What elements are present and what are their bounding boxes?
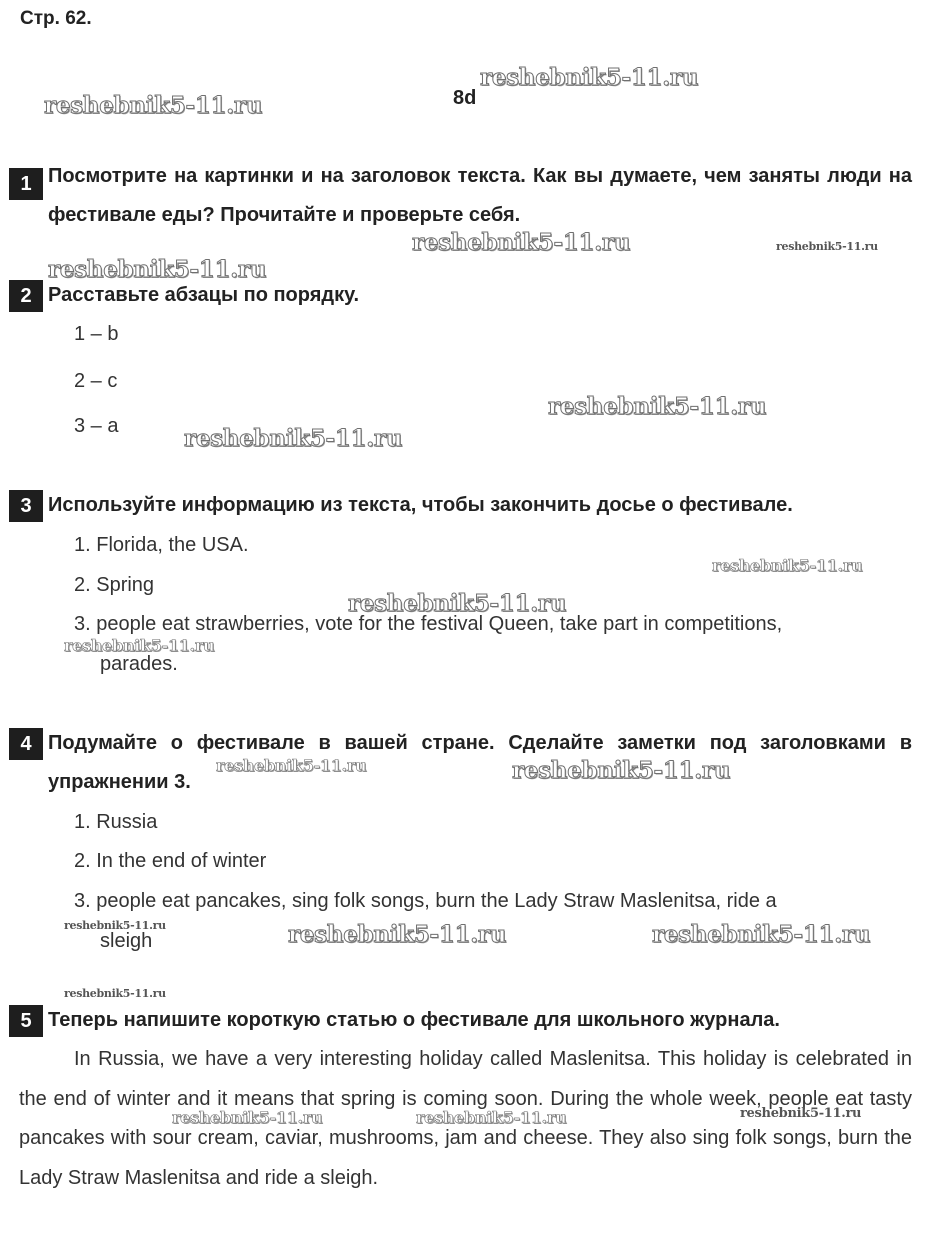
- task-2-answer-3: 3 – a: [74, 415, 119, 437]
- watermark: reshebnik5-11.ru: [412, 229, 631, 256]
- watermark: reshebnik5-11.ru: [288, 921, 507, 948]
- watermark: reshebnik5-11.ru: [184, 425, 403, 452]
- task-4-answer-3-line-1: 3. people eat pancakes, sing folk songs, burn the Lady Straw Maslenitsa, ride a: [74, 890, 777, 912]
- page-number: Стр. 62.: [20, 8, 92, 29]
- task-4-instruction: Подумайте о фестивале в вашей стране. Сделайте заметки под заголовками в упражнении 3.: [48, 732, 912, 793]
- task-3-answer-1: 1. Florida, the USA.: [74, 534, 249, 556]
- watermark: reshebnik5-11.ru: [48, 256, 267, 283]
- task-3-answer-2: 2. Spring: [74, 574, 155, 596]
- task-number-2: 2: [9, 280, 43, 312]
- watermark: reshebnik5-11.ru: [348, 590, 567, 617]
- watermark: reshebnik5-11.ru: [172, 1108, 323, 1127]
- watermark: reshebnik5-11.ru: [652, 921, 871, 948]
- watermark: reshebnik5-11.ru: [480, 64, 699, 91]
- watermark: reshebnik5-11.ru: [64, 987, 166, 1000]
- watermark: reshebnik5-11.ru: [548, 393, 767, 420]
- task-5-essay: In Russia, we have a very interesting holiday called Maslenitsa. This holiday is celebrated in the end of winter and it means that spring is coming soon. During the whole week, people eat tasty pancakes with sour cream, caviar, mushrooms, jam and cheese. They also sing folk songs, burn the Lady Straw Maslenitsa and ride a sleigh.: [19, 1048, 912, 1189]
- lesson-label: 8d: [453, 87, 477, 109]
- task-4-answer-2: 2. In the end of winter: [74, 850, 267, 872]
- task-2-instruction: Расставьте абзацы по порядку.: [48, 284, 360, 306]
- task-3-answer-3-line-1: 3. people eat strawberries, vote for the festival Queen, take part in competitions,: [74, 613, 783, 635]
- watermark: reshebnik5-11.ru: [64, 919, 166, 932]
- task-number-3: 3: [9, 490, 43, 522]
- task-number-1: 1: [9, 168, 43, 200]
- watermark: reshebnik5-11.ru: [776, 240, 878, 253]
- task-4-answer-1: 1. Russia: [74, 811, 158, 833]
- task-4-answer-3-line-2: sleigh: [100, 930, 153, 952]
- task-2-answer-2: 2 – c: [74, 370, 118, 392]
- task-5-instruction: Теперь напишите короткую статью о фестивале для школьного журнала.: [48, 1009, 780, 1031]
- task-3-answer-3-line-2: parades.: [100, 653, 178, 675]
- watermark: reshebnik5-11.ru: [44, 92, 263, 119]
- task-1-instruction: Посмотрите на картинки и на заголовок текста. Как вы думаете, чем заняты люди на фестивале еды? Прочитайте и проверьте себя.: [48, 165, 912, 226]
- watermark: reshebnik5-11.ru: [416, 1108, 567, 1127]
- watermark: reshebnik5-11.ru: [712, 556, 863, 575]
- watermark: reshebnik5-11.ru: [64, 636, 215, 655]
- task-2-answer-1: 1 – b: [74, 323, 119, 345]
- watermark: reshebnik5-11.ru: [216, 756, 367, 775]
- task-number-5: 5: [9, 1005, 43, 1037]
- watermark: reshebnik5-11.ru: [740, 1106, 862, 1121]
- watermark: reshebnik5-11.ru: [512, 757, 731, 784]
- task-number-4: 4: [9, 728, 43, 760]
- task-3-instruction: Используйте информацию из текста, чтобы закончить досье о фестивале.: [48, 494, 793, 516]
